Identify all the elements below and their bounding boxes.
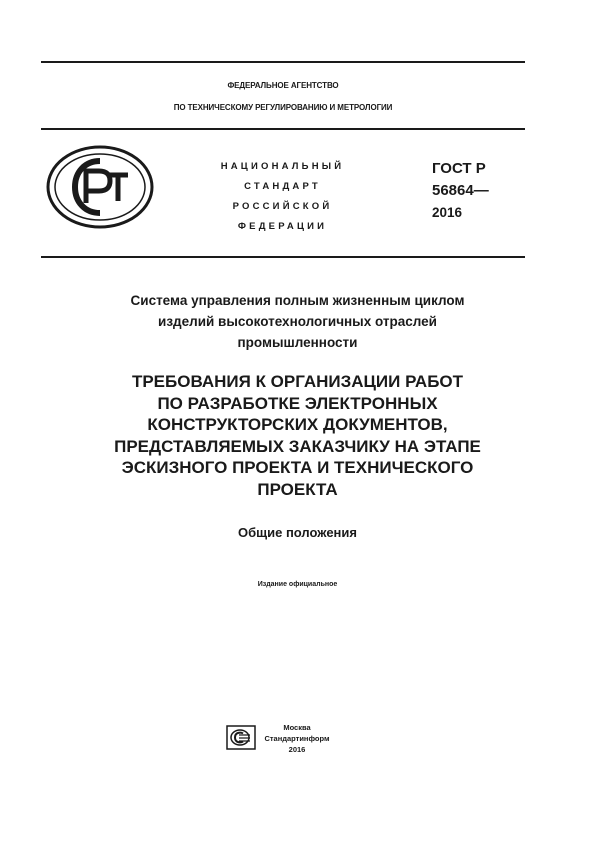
subtitle-line: Система управления полным жизненным циклом [130,293,465,308]
subtitle-line: промышленности [237,335,358,350]
official-edition: Издание официальное [257,581,338,588]
subtitle-line: изделий высокотехнологичных отраслей [158,314,437,329]
standard-designation [432,158,489,224]
designation-year: 2016 [432,205,463,220]
title-line: ЭСКИЗНОГО ПРОЕКТА И ТЕХНИЧЕСКОГО [121,458,474,477]
national-standard-line: НАЦИОНАЛЬНЫЙ [220,161,345,172]
designation-number: 56864— [432,182,489,199]
publisher-year: 2016 [288,745,306,754]
national-standard-line: РОССИЙСКОЙ [232,201,333,212]
title-line: ПРЕДСТАВЛЯЕМЫХ ЗАКАЗЧИКУ НА ЭТАПЕ [114,436,481,456]
title-line: КОНСТРУКТОРСКИХ ДОКУМЕНТОВ, [147,415,448,434]
title-line: ПО РАЗРАБОТКЕ ЭЛЕКТРОННЫХ [157,393,438,413]
rst-emblem-icon [46,145,154,229]
standartinform-logo-icon [226,725,256,750]
national-standard-line: СТАНДАРТ [244,181,321,192]
title-line: ТРЕБОВАНИЯ К ОРГАНИЗАЦИИ РАБОТ [131,372,464,391]
agency-line-2: ПО ТЕХНИЧЕСКОМУ РЕГУЛИРОВАНИЮ И МЕТРОЛОГИИ [173,103,393,112]
document-subtitle [30,290,565,353]
national-standard-line: ФЕДЕРАЦИИ [237,221,328,232]
publisher-city: Москва [283,723,311,732]
national-standard-label [200,157,365,237]
top-rule [41,61,525,63]
general-provisions: Общие положения [238,525,357,540]
document-title [30,371,565,500]
title-line: ПРОЕКТА [257,479,338,499]
publisher-info [262,722,332,755]
agency-line-1: ФЕДЕРАЛЬНОЕ АГЕНТСТВО [227,81,339,90]
header-bottom-rule [41,256,525,258]
publisher-name: Стандартинформ [264,734,330,743]
agency-rule [41,128,525,130]
designation-prefix: ГОСТ Р [432,160,486,177]
